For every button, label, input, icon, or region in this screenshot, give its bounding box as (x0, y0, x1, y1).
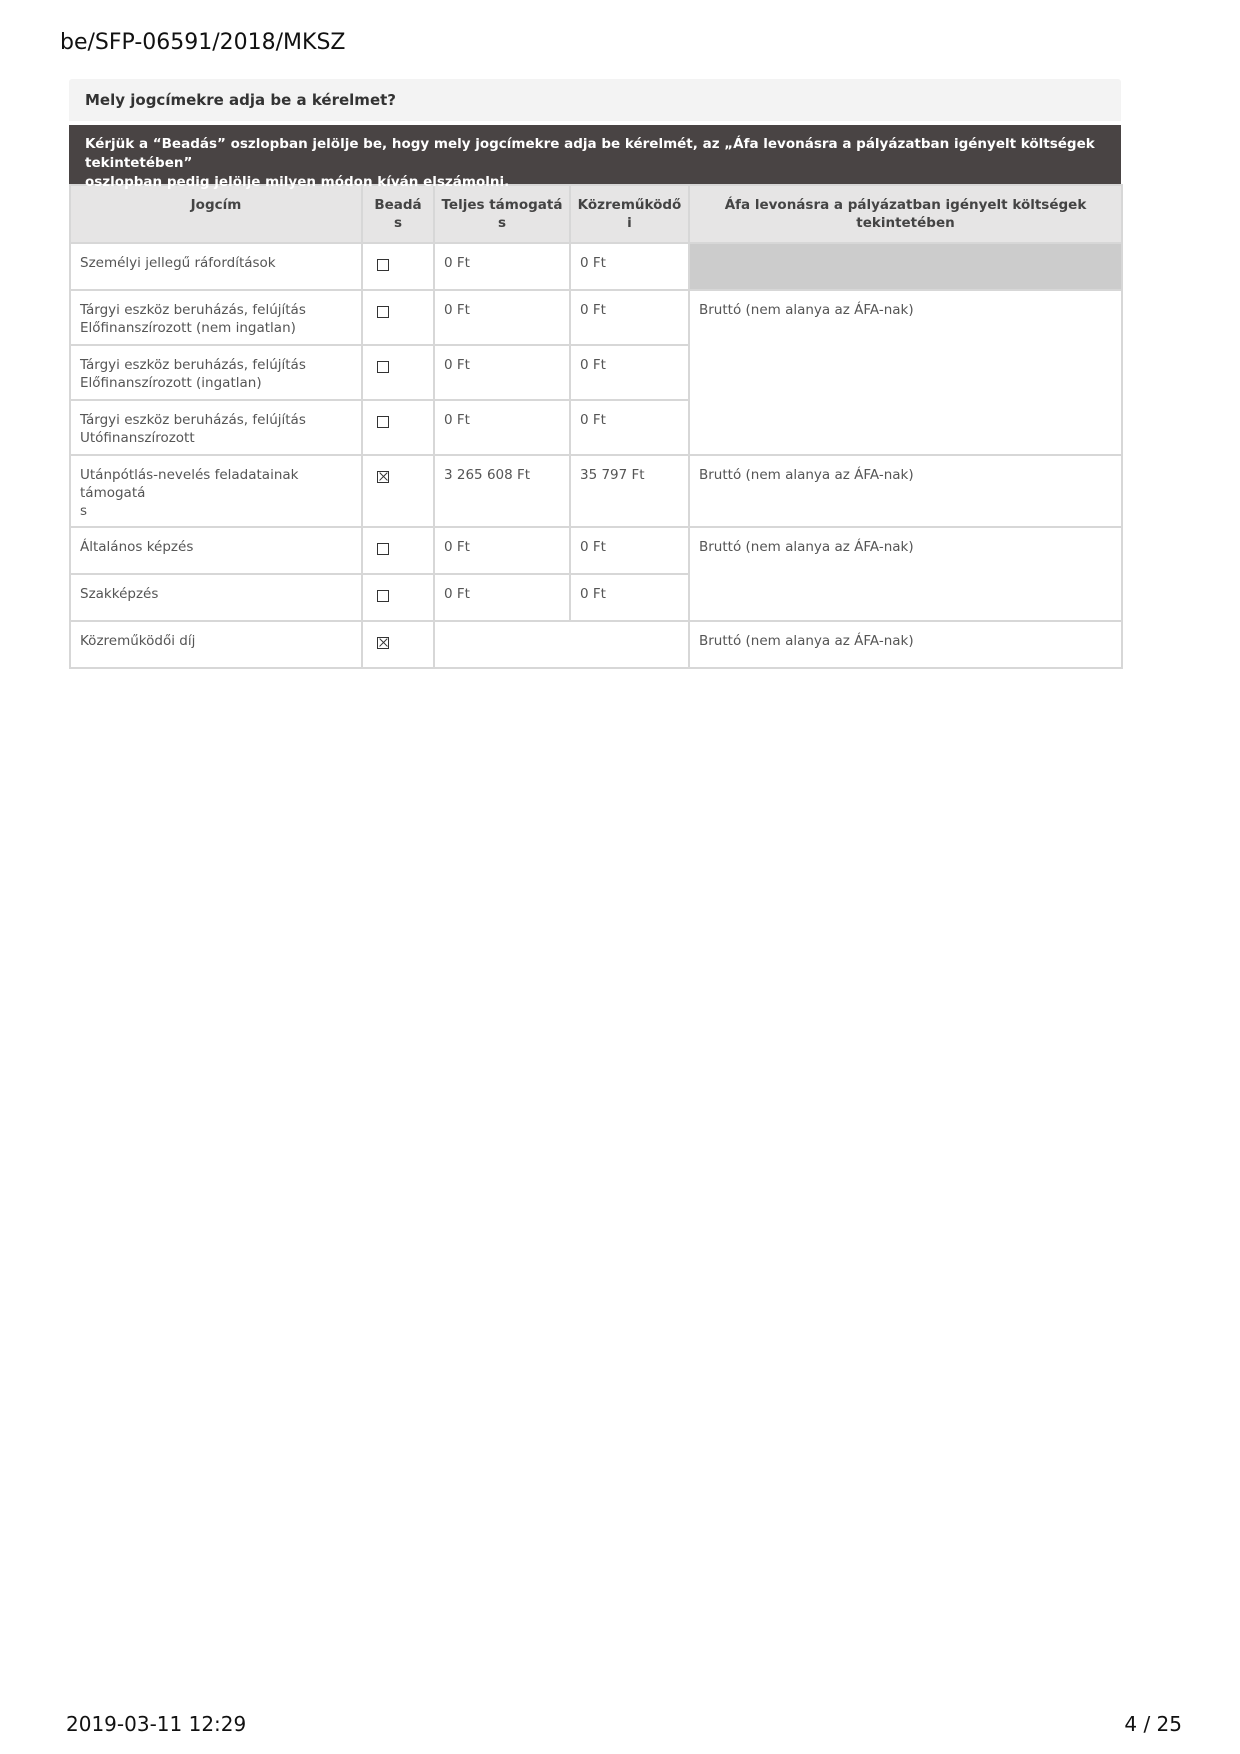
table-row (70, 243, 1122, 290)
beadas-checkbox[interactable] (377, 361, 389, 373)
cell-teljes: 0 Ft (434, 574, 570, 621)
table-row (70, 290, 1122, 345)
cell-jogcim: Tárgyi eszköz beruházás, felújítás Utófinanszírozott (70, 400, 362, 455)
document-id: be/SFP-06591/2018/MKSZ (60, 30, 346, 55)
cell-kozrem: 0 Ft (570, 290, 689, 345)
cell-kozrem: 0 Ft (570, 574, 689, 621)
cell-kozrem: 0 Ft (570, 345, 689, 400)
cell-afa-disabled (689, 243, 1122, 290)
beadas-checkbox[interactable] (377, 590, 389, 602)
cell-beadas (362, 243, 434, 290)
cell-beadas (362, 621, 434, 668)
section-instruction (69, 125, 1121, 190)
col-header-afa: Áfa levonásra a pályázatban igényelt költségek tekintetében (689, 185, 1122, 243)
col-header-teljes-tamogatas: Teljes támogatá s (434, 185, 570, 243)
cell-jogcim: Utánpótlás-nevelés feladatainak támogatá s (70, 455, 362, 527)
cell-jogcim: Általános képzés (70, 527, 362, 574)
cell-beadas (362, 455, 434, 527)
footer-page-number: 4 / 25 (1124, 1712, 1182, 1736)
col-header-kozremukodoi: Közreműködő i (570, 185, 689, 243)
cell-afa[interactable]: Bruttó (nem alanya az ÁFA-nak) (689, 621, 1122, 668)
cell-kozrem: 0 Ft (570, 243, 689, 290)
cell-jogcim: Tárgyi eszköz beruházás, felújítás Előfinanszírozott (ingatlan) (70, 345, 362, 400)
cell-beadas (362, 400, 434, 455)
cell-kozrem: 0 Ft (570, 527, 689, 574)
cell-kozrem: 0 Ft (570, 400, 689, 455)
cell-jogcim: Személyi jellegű ráfordítások (70, 243, 362, 290)
cell-afa[interactable]: Bruttó (nem alanya az ÁFA-nak) (689, 527, 1122, 621)
col-header-jogcim: Jogcím (70, 185, 362, 243)
cell-beadas (362, 527, 434, 574)
table-header-row (70, 185, 1122, 243)
cell-afa[interactable]: Bruttó (nem alanya az ÁFA-nak) (689, 455, 1122, 527)
section-question: Mely jogcímekre adja be a kérelmet? (69, 79, 1121, 121)
beadas-checkbox[interactable] (377, 416, 389, 428)
table-row (70, 455, 1122, 527)
cell-teljes: 0 Ft (434, 290, 570, 345)
beadas-checkbox[interactable] (377, 306, 389, 318)
jogcim-table (69, 184, 1123, 669)
cell-jogcim: Szakképzés (70, 574, 362, 621)
instruction-line-1: Kérjük a “Beadás” oszlopban jelölje be, hogy mely jogcímekre adja be kérelmét, az „Áfa levonásra a pályázatban igényelt költségek tekintetében” (85, 136, 1095, 171)
cell-teljes: 3 265 608 Ft (434, 455, 570, 527)
beadas-checkbox[interactable] (377, 543, 389, 555)
footer-datetime: 2019-03-11 12:29 (66, 1712, 247, 1736)
cell-teljes: 0 Ft (434, 243, 570, 290)
cell-beadas (362, 574, 434, 621)
cell-jogcim: Közreműködői díj (70, 621, 362, 668)
col-header-beadas: Beadá s (362, 185, 434, 243)
cell-teljes: 0 Ft (434, 345, 570, 400)
table-row (70, 621, 1122, 668)
cell-beadas (362, 290, 434, 345)
cell-jogcim: Tárgyi eszköz beruházás, felújítás Előfinanszírozott (nem ingatlan) (70, 290, 362, 345)
beadas-checkbox[interactable] (377, 259, 389, 271)
instruction-line-2: oszlopban pedig jelölje milyen módon kíván elszámolni. (85, 174, 510, 190)
cell-kozrem: 35 797 Ft (570, 455, 689, 527)
cell-teljes-kozrem-empty (434, 621, 689, 668)
cell-afa[interactable]: Bruttó (nem alanya az ÁFA-nak) (689, 290, 1122, 455)
jogcim-section (69, 79, 1121, 669)
cell-teljes: 0 Ft (434, 527, 570, 574)
cell-beadas (362, 345, 434, 400)
cell-teljes: 0 Ft (434, 400, 570, 455)
beadas-checkbox-checked[interactable] (377, 637, 389, 649)
table-row (70, 527, 1122, 574)
beadas-checkbox-checked[interactable] (377, 471, 389, 483)
